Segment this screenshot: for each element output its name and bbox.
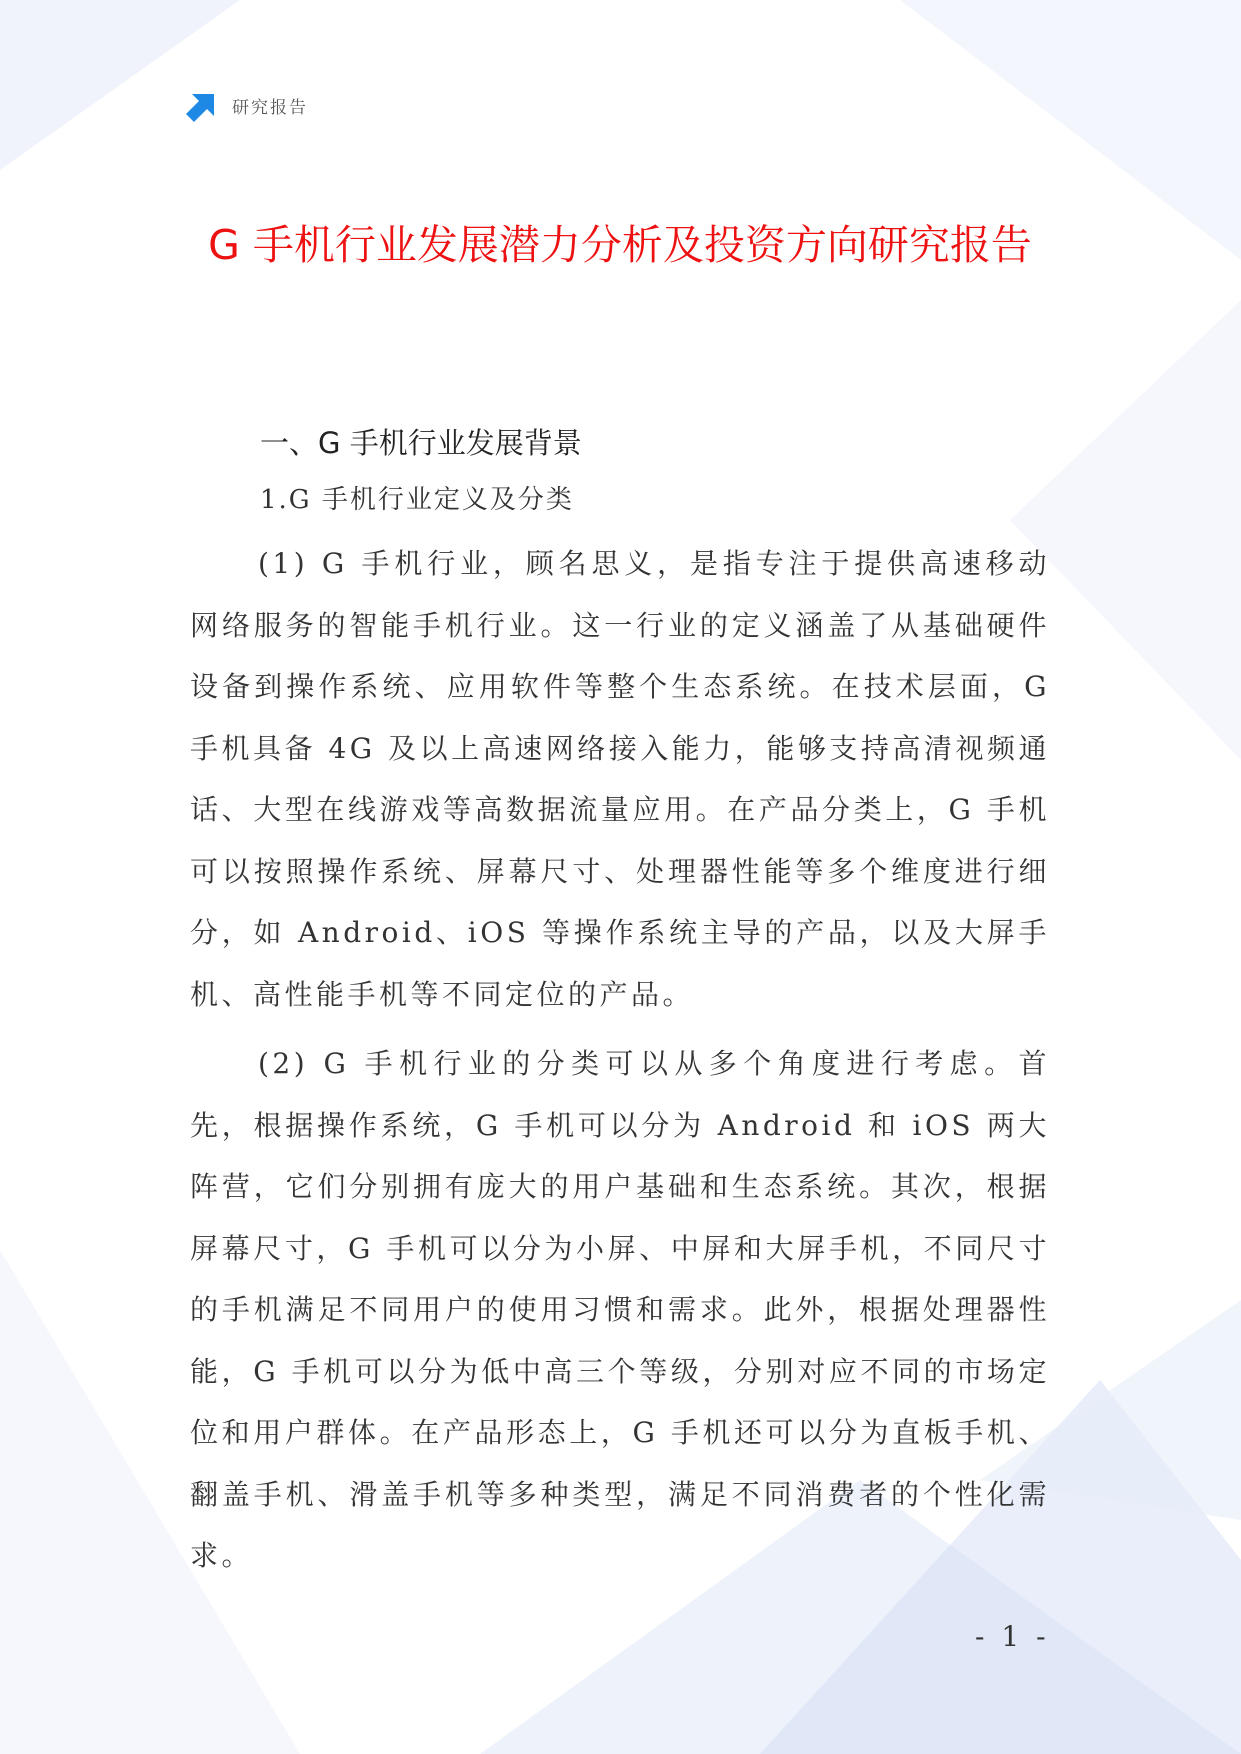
subsection-heading: 1.G 手机行业定义及分类	[260, 485, 574, 515]
section-heading: 一、G 手机行业发展背景	[260, 426, 582, 460]
header-label: 研究报告	[232, 97, 308, 118]
arrow-up-right-icon	[186, 88, 220, 122]
paragraph-2: (2) G 手机行业的分类可以从多个角度进行考虑。首先，根据操作系统，G 手机可以分为 Android 和 iOS 两大阵营，它们分别拥有庞大的用户基础和生态系统。其次，根据屏幕尺寸，G 手机可以分为小屏、中屏和大屏手机，不同尺寸的手机满足不同用户的使用习惯和需求。此外，根据处理器性能，G 手机可以分为低中高三个等级，分别对应不同的市场定位和用户群体。在产品形态上，G 手机还可以分为直板手机、翻盖手机、滑盖手机等多种类型，满足不同消费者的个性化需求。	[190, 1047, 1050, 1572]
report-header	[186, 88, 308, 122]
document-title: G 手机行业发展潜力分析及投资方向研究报告	[208, 221, 1032, 269]
page-number: - 1 -	[975, 1620, 1050, 1653]
paragraph-1: (1) G 手机行业，顾名思义，是指专注于提供高速移动网络服务的智能手机行业。这一行业的定义涵盖了从基础硬件设备到操作系统、应用软件等整个生态系统。在技术层面，G 手机具备 4G 及以上高速网络接入能力，能够支持高清视频通话、大型在线游戏等高数据流量应用。在产品分类上，G 手机可以按照操作系统、屏幕尺寸、处理器性能等多个维度进行细分，如 Android、iOS 等操作系统主导的产品，以及大屏手机、高性能手机等不同定位的产品。	[190, 547, 1050, 1011]
document-body	[190, 417, 1050, 1587]
